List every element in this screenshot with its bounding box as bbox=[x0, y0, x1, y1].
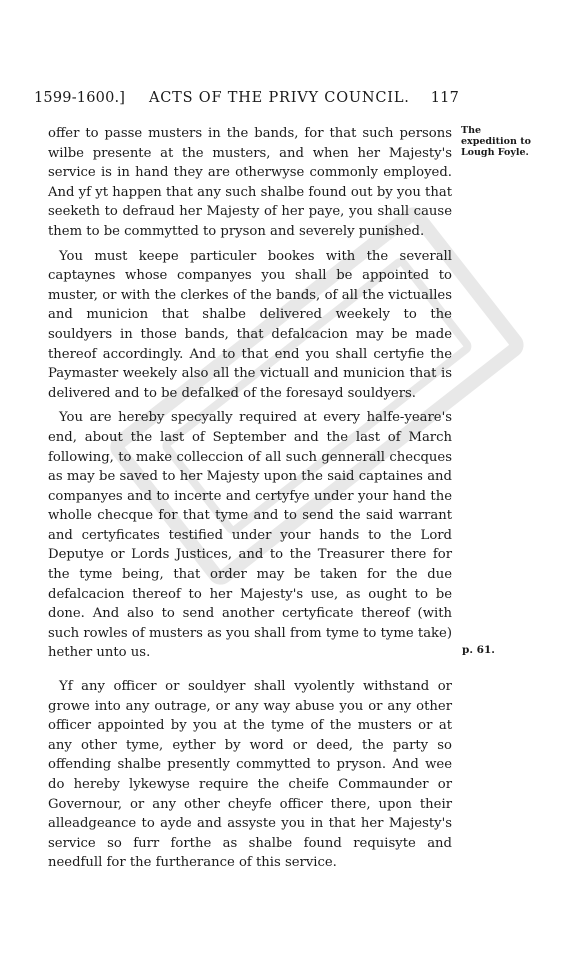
body-text bbox=[48, 124, 452, 878]
running-header bbox=[34, 90, 459, 108]
paragraph-1: offer to passe musters in the bands, for that such persons wilbe presente at the musters, and when her Majesty's service is in hand they are otherwyse commonly employed. And yf yt happen that any such shalbe found out by you that seeketh to defraud her Majesty of her paye, you shall cause them to be commytted to pryson and severely punished. bbox=[48, 126, 452, 239]
header-years: 1599-1600.] bbox=[34, 90, 126, 106]
margin-note-page-ref: p. 61. bbox=[462, 644, 495, 656]
margin-note-expedition: The expedition to Lough Foyle. bbox=[461, 125, 531, 158]
paragraph-3: You are hereby specyally required at every halfe-yeare's end, about the last of September and the last of March following, to make colleccion of all such gennerall checques as may be saved to her Majesty upon the said captaines and companyes and to incerte and certyfye under your hand the wholle checque for that tyme and to send the said warrant and certyficates testified under your hands to the Lord Deputye or Lords Justices, and to the Treasurer there for the tyme being, that order may be taken for the due defalcacion thereof to her Majesty's use, as ought to be done. And also to send another certyficate thereof (with such rowles of musters as you shall from tyme to tyme take) hether unto us. bbox=[48, 410, 452, 661]
header-title: ACTS OF THE PRIVY COUNCIL. bbox=[149, 90, 410, 106]
paragraph-4: Yf any officer or souldyer shall vyolently withstand or growe into any outrage, or any way abuse you or any other officer appointed by you at the tyme of the musters or at any other tyme, eyther by word or deed, the party so offending shalbe presently commytted to pryson. And wee do hereby lykewyse require the cheife Commaunder or Governour, or any other cheyfe officer there, upon their alleadgeance to ayde and assyste you in that her Majesty's service so furr forthe as shalbe found requisyte and needfull for the furtherance of this service. bbox=[48, 679, 452, 871]
paragraph-2: You must keepe particuler bookes with the severall captaynes whose companyes you shall be appointed to muster, or with the clerkes of the bands, of all the victualles and municion that shalbe delivered weekely to the souldyers in those bands, that defalcacion may be made thereof accordingly. And to that end you shall certyfie the Paymaster weekely also all the victuall and municion that is delivered and to be defalked of the foresayd souldyers. bbox=[48, 248, 452, 401]
page-number: 117 bbox=[430, 90, 459, 106]
